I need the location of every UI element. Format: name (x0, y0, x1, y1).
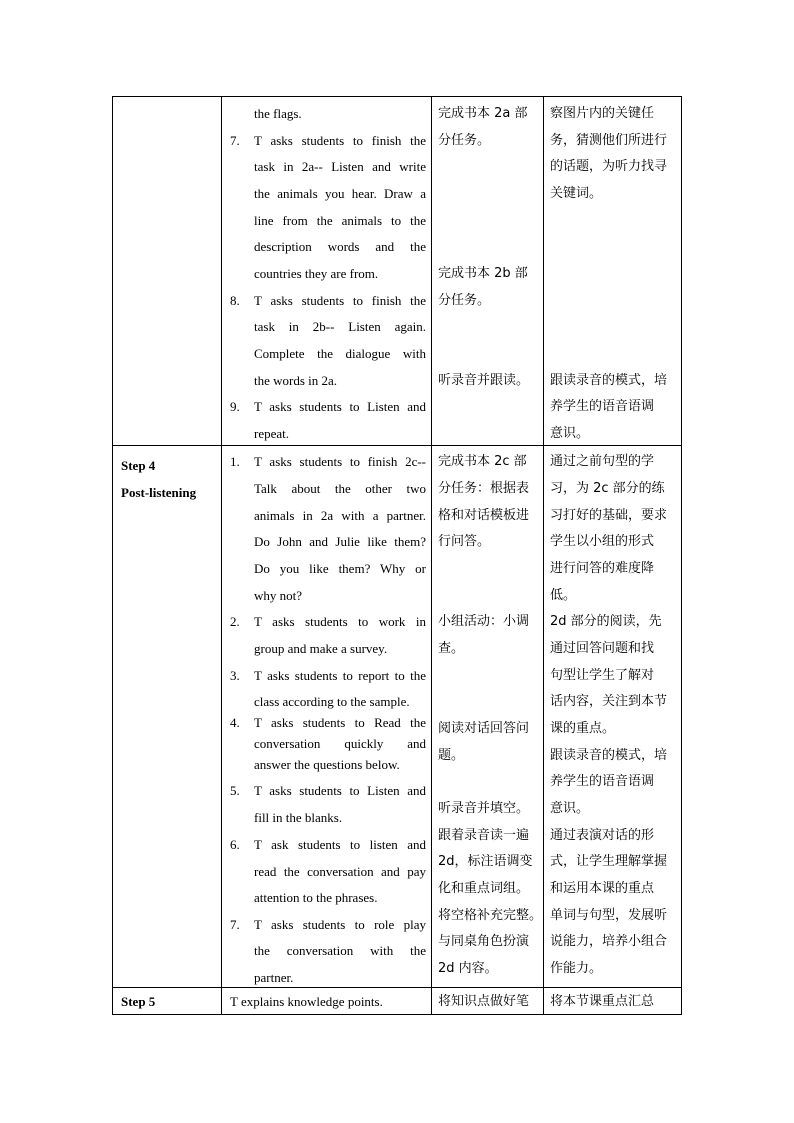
activity-line: the words in 2a. (254, 373, 338, 388)
purpose-line: 式，让学生理解掌握 (550, 854, 668, 869)
step-cell (113, 988, 222, 1015)
activity-number: 7. (230, 133, 240, 148)
activity-line: read the conversation and pay (254, 864, 426, 879)
student-line: 查。 (438, 641, 465, 656)
activity-line: attention to the phrases. (254, 890, 378, 905)
activity-line: task in 2a-- Listen and write (254, 159, 426, 174)
activity-number: 6. (230, 837, 240, 852)
activity-line: the conversation with the (254, 943, 426, 958)
activity-number: 3. (230, 668, 240, 683)
student-line: 格和对话模板进 (438, 508, 530, 523)
step-cell (113, 446, 222, 988)
purpose-line: 将本节课重点汇总 (550, 994, 655, 1009)
activity-line: T explains knowledge points. (230, 994, 383, 1009)
purpose-line: 务，猜测他们所进行 (550, 133, 668, 148)
activity-line: T asks students to work in (254, 614, 426, 629)
activity-line: fill in the blanks. (254, 810, 343, 825)
purpose-line: 跟读录音的模式，培 (550, 373, 668, 388)
activity-cell (222, 988, 432, 1015)
activity-line: conversation quickly and (254, 736, 426, 751)
purpose-line: 察图片内的关键任 (550, 106, 655, 121)
activity-line: Do you like them? Why or (254, 561, 426, 576)
student-line: 将空格补充完整。 (438, 908, 543, 923)
activity-number: 9. (230, 399, 240, 414)
student-line: 分任务。 (438, 133, 491, 148)
purpose-line: 意识。 (550, 801, 590, 816)
activity-line: group and make a survey. (254, 641, 388, 656)
purpose-line: 养学生的语音语调 (550, 774, 655, 789)
activity-line: class according to the sample. (254, 694, 410, 709)
student-line: 与同桌角色扮演 (438, 934, 530, 949)
activity-cell (222, 97, 432, 446)
activity-number: 4. (230, 715, 240, 730)
table-row-step3-continued (113, 97, 682, 446)
purpose-line: 的话题，为听力找寻 (550, 159, 668, 174)
activity-line: why not? (254, 588, 303, 603)
activity-line: the flags. (254, 106, 302, 121)
purpose-line: 通过之前句型的学 (550, 454, 655, 469)
step-number: Step 4 (121, 458, 156, 473)
activity-number: 8. (230, 293, 240, 308)
student-line: 分任务：根据表 (438, 481, 530, 496)
activity-line: Complete the dialogue with (254, 346, 426, 361)
purpose-line: 进行问答的难度降 (550, 561, 655, 576)
purpose-line: 跟读录音的模式，培 (550, 748, 668, 763)
student-line: 完成书本 2c 部 (438, 454, 527, 469)
activity-line: description words and the (254, 239, 426, 254)
purpose-line: 和运用本课的重点 (550, 881, 655, 896)
student-line: 2d，标注语调变 (438, 854, 533, 869)
activity-line: T asks students to finish the (254, 293, 426, 308)
lesson-plan-table (112, 96, 682, 1015)
student-line: 阅读对话回答问 (438, 721, 530, 736)
activity-line: T asks students to role play (254, 917, 426, 932)
student-line: 完成书本 2a 部 (438, 106, 528, 121)
activity-line: T asks students to report to the (254, 668, 426, 683)
student-line: 将知识点做好笔 (438, 994, 530, 1009)
activity-line: countries they are from. (254, 266, 379, 281)
purpose-line: 低。 (550, 588, 577, 603)
purpose-line: 话内容，关注到本节 (550, 694, 668, 709)
student-line: 题。 (438, 748, 465, 763)
activity-line: T asks students to finish the (254, 133, 426, 148)
purpose-line: 通过表演对话的形 (550, 828, 655, 843)
activity-number: 5. (230, 783, 240, 798)
activity-line: animals in 2a with a partner. (254, 508, 426, 523)
student-activity-cell (432, 446, 544, 988)
purpose-line: 课的重点。 (550, 721, 616, 736)
activity-line: T asks students to Read the (254, 715, 426, 730)
student-activity-cell (432, 97, 544, 446)
activity-line: T asks students to Listen and (254, 783, 426, 798)
table-row-step4 (113, 446, 682, 988)
purpose-line: 2d 部分的阅读，先 (550, 614, 662, 629)
student-line: 听录音并填空。 (438, 801, 530, 816)
purpose-line: 关键词。 (550, 186, 603, 201)
activity-line: repeat. (254, 426, 290, 441)
purpose-line: 句型让学生了解对 (550, 668, 655, 683)
design-purpose-cell (544, 97, 682, 446)
purpose-line: 说能力，培养小组合 (550, 934, 668, 949)
student-line: 完成书本 2b 部 (438, 266, 528, 281)
activity-number: 7. (230, 917, 240, 932)
purpose-line: 习，为 2c 部分的练 (550, 481, 665, 496)
student-line: 听录音并跟读。 (438, 373, 530, 388)
activity-line: partner. (254, 970, 294, 985)
purpose-line: 单词与句型，发展听 (550, 908, 668, 923)
design-purpose-cell (544, 446, 682, 988)
purpose-line: 学生以小组的形式 (550, 534, 655, 549)
activity-line: T ask students to listen and (254, 837, 426, 852)
student-line: 行问答。 (438, 534, 491, 549)
student-line: 跟着录音读一遍 (438, 828, 530, 843)
activity-line: task in 2b-- Listen again. (254, 319, 426, 334)
purpose-line: 习打好的基础，要求 (550, 508, 668, 523)
activity-line: the animals you hear. Draw a (254, 186, 426, 201)
step-number: Step 5 (121, 994, 156, 1009)
activity-line: Talk about the other two (254, 481, 426, 496)
activity-number: 1. (230, 454, 240, 469)
purpose-line: 通过回答问题和找 (550, 641, 655, 656)
activity-line: T asks students to Listen and (254, 399, 426, 414)
activity-line: Do John and Julie like them? (254, 534, 426, 549)
table-row-step5 (113, 988, 682, 1015)
activity-line: T asks students to finish 2c-- (254, 454, 426, 469)
design-purpose-cell (544, 988, 682, 1015)
student-line: 小组活动：小调 (438, 614, 530, 629)
step-title: Post-listening (121, 485, 197, 500)
activity-line: answer the questions below. (254, 757, 400, 772)
student-line: 分任务。 (438, 293, 491, 308)
activity-cell (222, 446, 432, 988)
activity-line: line from the animals to the (254, 213, 426, 228)
purpose-line: 养学生的语音语调 (550, 399, 655, 414)
student-line: 化和重点词组。 (438, 881, 530, 896)
step-cell (113, 97, 222, 446)
purpose-line: 意识。 (550, 426, 590, 441)
purpose-line: 作能力。 (550, 961, 603, 976)
student-line: 2d 内容。 (438, 961, 498, 976)
student-activity-cell (432, 988, 544, 1015)
activity-number: 2. (230, 614, 240, 629)
